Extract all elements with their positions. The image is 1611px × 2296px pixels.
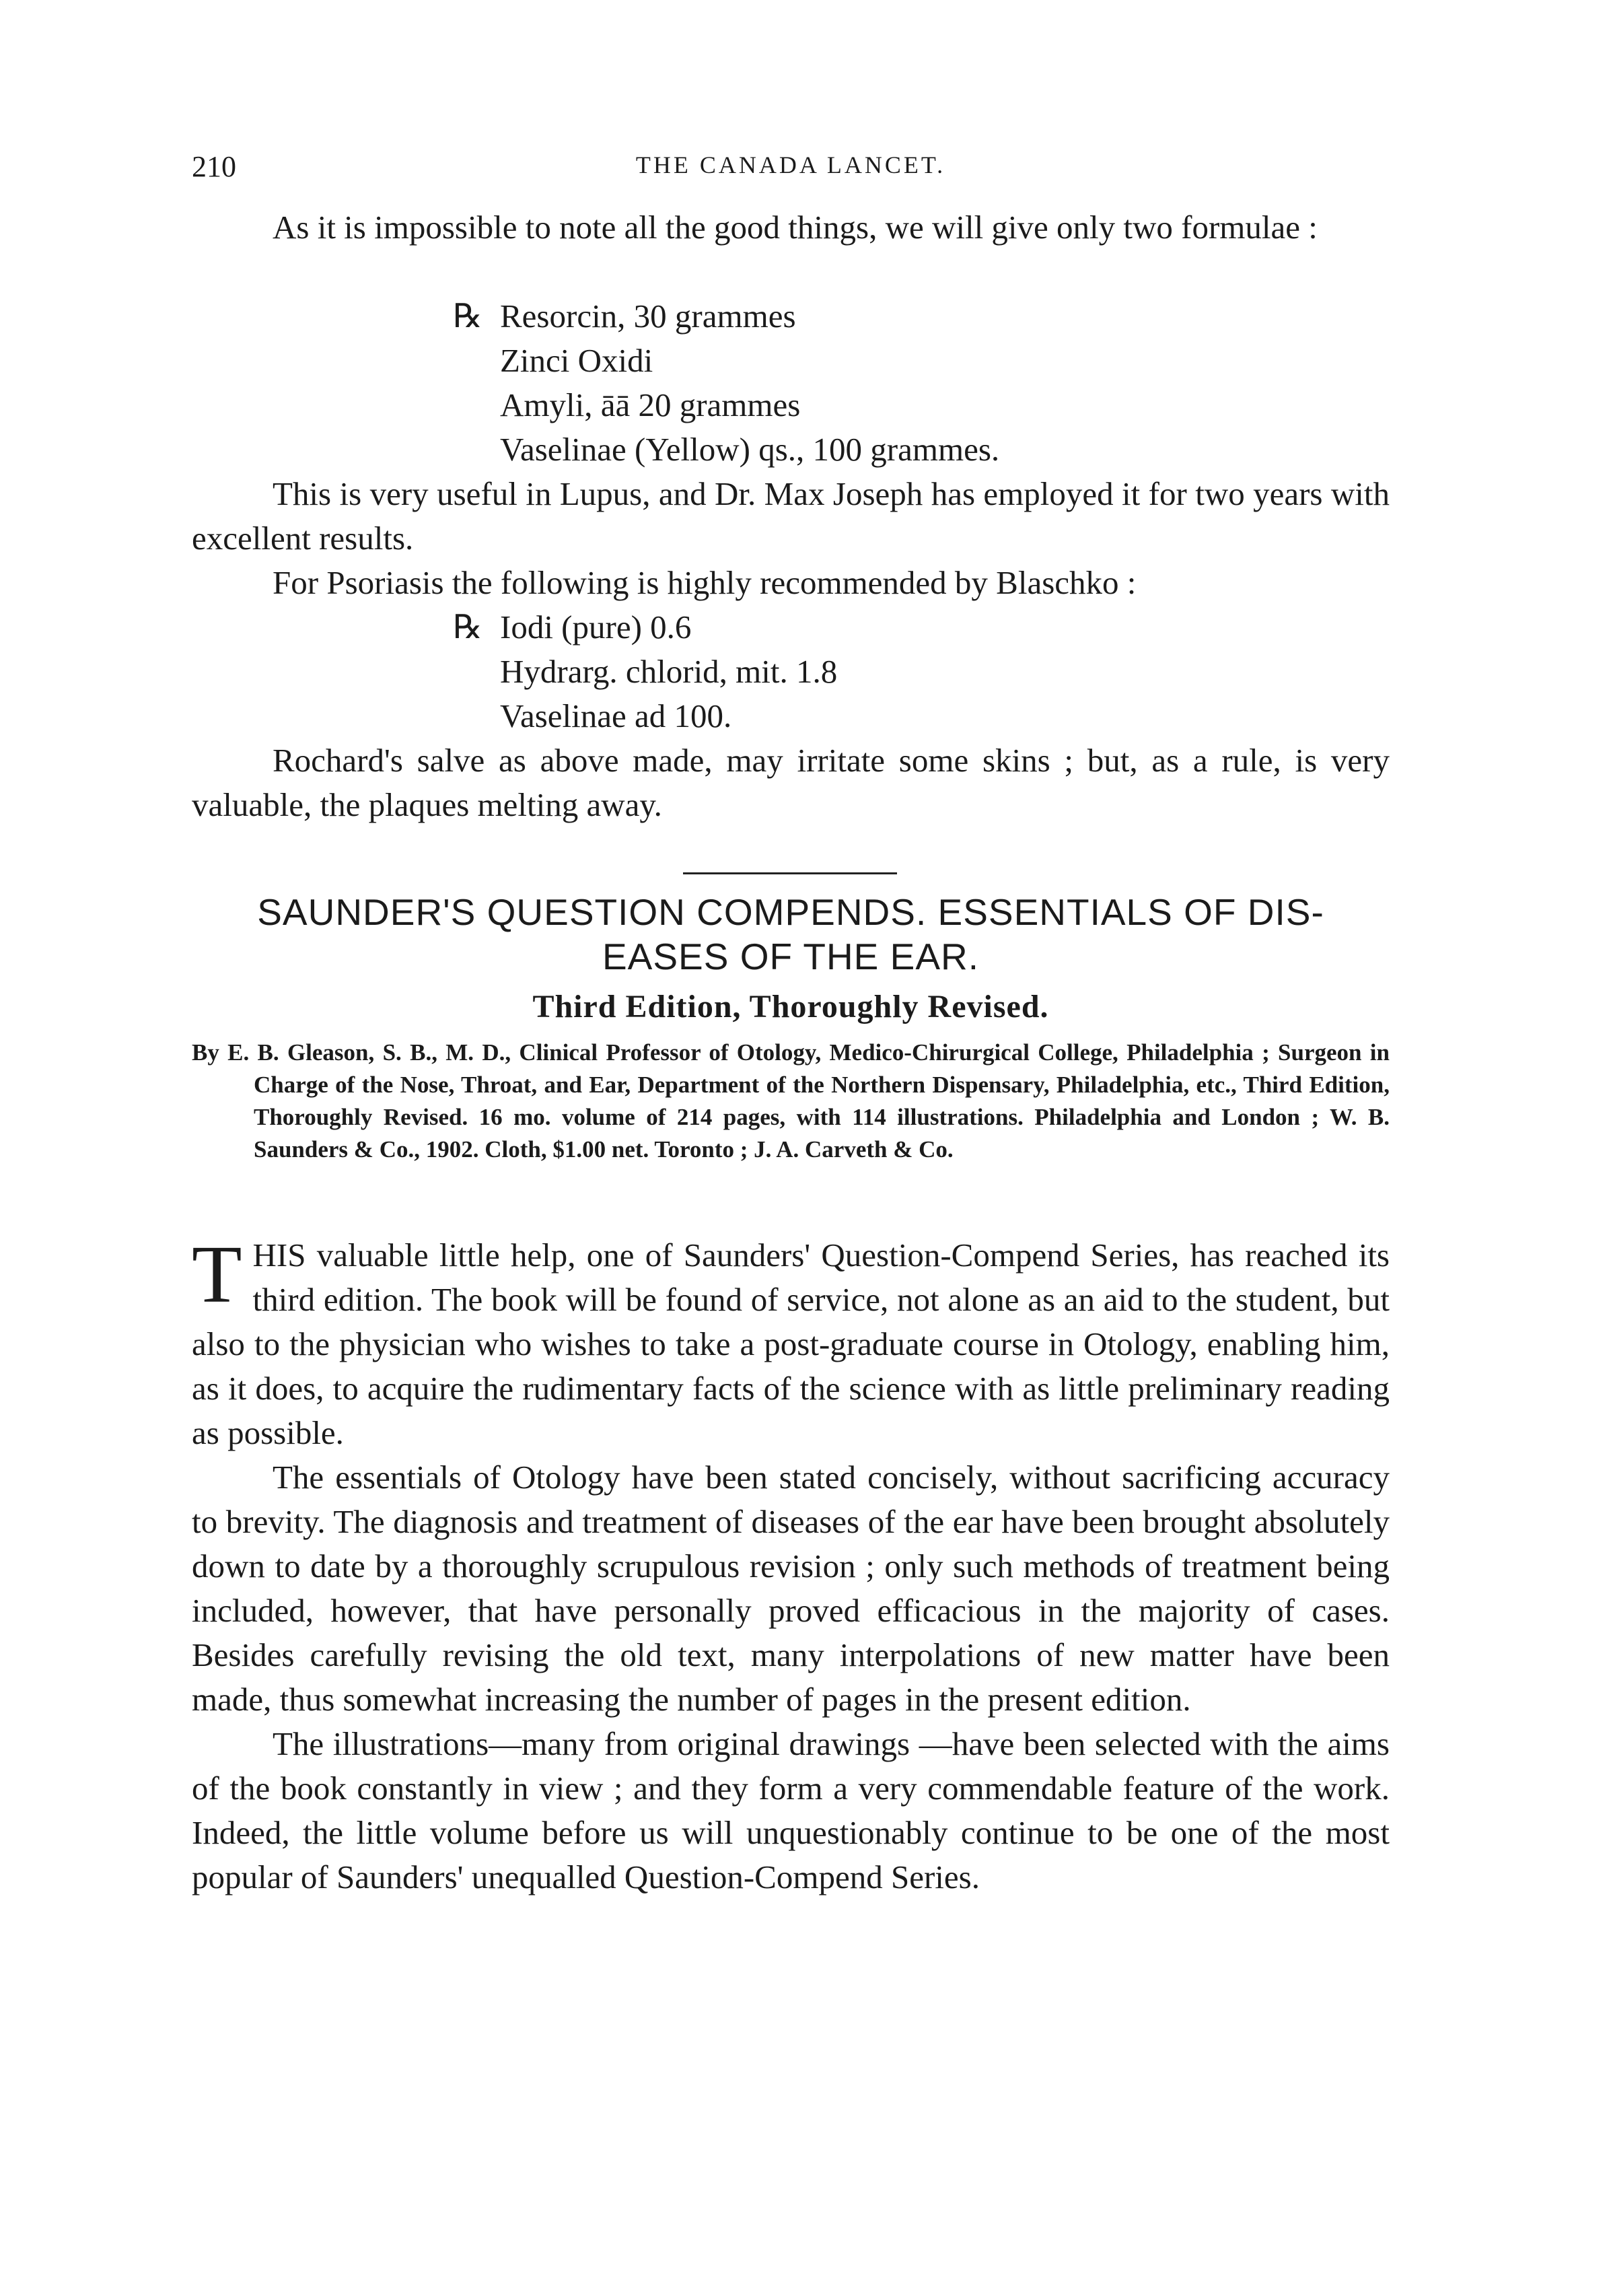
running-head: THE CANADA LANCET. xyxy=(635,151,946,178)
rochard-paragraph: Rochard's salve as above made, may irritate some skins ; but, as a rule, is very valuable, the plaques melting away. xyxy=(192,742,1390,823)
formula-line xyxy=(453,294,999,339)
paragraph-text: HIS valuable little help, one of Saunders' Question-Compend Series, has reached its third edition. The book will be found of service, not alone as an aid to the student, but also to the physician who wishes to take a post-graduate course in Otology, enabling him, as it does, to acquire the rudimentary facts of the science with as little preliminary reading as possible. xyxy=(192,1237,1390,1451)
review-paragraph-1 xyxy=(192,1229,1390,1455)
formula-line: Amyli, āā 20 grammes xyxy=(500,386,801,423)
formula-text: Iodi (pure) 0.6 xyxy=(500,608,692,646)
intro-paragraph: As it is impossible to note all the good things, we will give only two formulae : xyxy=(273,209,1318,246)
page-number: 210 xyxy=(192,150,236,183)
formula-line: Hydrarg. chlorid, mit. 1.8 xyxy=(500,653,838,690)
formula-iodi xyxy=(453,605,837,738)
review-title xyxy=(192,890,1390,979)
page-header xyxy=(192,149,1390,190)
formula-line xyxy=(453,605,837,650)
recipe-symbol: ℞ xyxy=(453,608,482,646)
formula-resorcin xyxy=(453,294,999,472)
psoriasis-paragraph: For Psoriasis the following is highly recommended by Blaschko : xyxy=(273,564,1137,601)
formula-line: Zinci Oxidi xyxy=(500,342,653,379)
bibliographic-citation xyxy=(192,1037,1390,1166)
formula-line: Vaselinae (Yellow) qs., 100 grammes. xyxy=(500,431,1000,468)
review-title-line: SAUNDER'S QUESTION COMPENDS. ESSENTIALS OF DIS- xyxy=(257,891,1324,933)
review-paragraph-3: The illustrations—many from original drawings —have been selected with the aims of the book constantly in view ; and they form a very commendable feature of the work. Indeed, the little volume before us will unquestionably continue to be one of the most popular of Saunders' unequalled Question-Compend Series. xyxy=(192,1725,1390,1895)
edition-subtitle: Third Edition, Thoroughly Revised. xyxy=(532,989,1049,1024)
drop-cap: T xyxy=(192,1229,242,1320)
citation-text: By E. B. Gleason, S. B., M. D., Clinical Professor of Otology, Medico-Chirurgical College, Philadelphia ; Surgeon in Charge of the Nose, Throat, and Ear, Department of the Northern Dispensary, Philadelphia, etc., Third Edition, Thoroughly Revised. 16 mo. volume of 214 pages, with 114 illustrations. Philadelphia and London ; W. B. Saunders & Co., 1902. Cloth, $1.00 net. Toronto ; J. A. Carveth & Co. xyxy=(192,1039,1390,1162)
review-title-line: EASES OF THE EAR. xyxy=(602,936,980,977)
formula-text: Resorcin, 30 grammes xyxy=(500,298,796,335)
recipe-symbol: ℞ xyxy=(453,298,482,335)
formula-line: Vaselinae ad 100. xyxy=(500,697,732,734)
lupus-paragraph: This is very useful in Lupus, and Dr. Max Joseph has employed it for two years with excellent results. xyxy=(192,475,1390,557)
review-body xyxy=(192,1229,1390,1900)
review-paragraph-2: The essentials of Otology have been stated concisely, without sacrificing accuracy to brevity. The diagnosis and treatment of diseases of the ear have been brought absolutely down to date by a thoroughly scrupulous revision ; only such methods of treatment being included, however, that have personally proved efficacious in the majority of cases. Besides carefully revising the old text, many interpolations of new matter have been made, thus somewhat increasing the number of pages in the present edition. xyxy=(192,1459,1390,1718)
section-divider xyxy=(683,872,897,874)
